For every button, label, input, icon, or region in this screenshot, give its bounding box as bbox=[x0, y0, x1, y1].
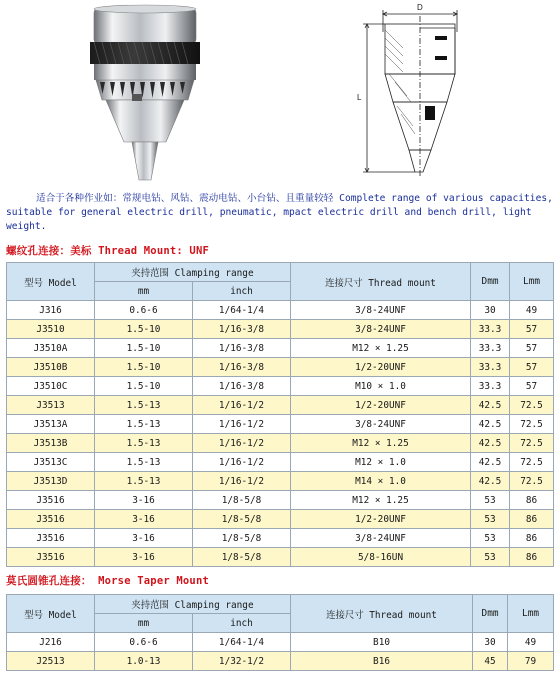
cell-inch: 1/16-1/2 bbox=[193, 415, 291, 434]
cell-model: J3510C bbox=[7, 377, 95, 396]
header-inch: inch bbox=[193, 614, 291, 633]
cell-mm: 1.5-13 bbox=[95, 396, 193, 415]
cell-mm: 1.0-13 bbox=[95, 652, 193, 671]
table-row bbox=[7, 491, 554, 510]
thread-mount-table bbox=[6, 262, 554, 567]
cell-dmm: 42.5 bbox=[471, 434, 510, 453]
table-row bbox=[7, 320, 554, 339]
cell-mm: 1.5-10 bbox=[95, 339, 193, 358]
cell-inch: 1/16-3/8 bbox=[193, 358, 291, 377]
header-dmm: Dmm bbox=[473, 595, 508, 633]
cell-model: J3516 bbox=[7, 491, 95, 510]
cell-dmm: 33.3 bbox=[471, 377, 510, 396]
header-mount: 连接尺寸 Thread mount bbox=[291, 595, 473, 633]
table-row bbox=[7, 472, 554, 491]
cell-mm: 0.6-6 bbox=[95, 301, 193, 320]
header-lmm: Lmm bbox=[508, 595, 554, 633]
cell-mount: 3/8-24UNF bbox=[291, 529, 471, 548]
cell-mount: 3/8-24UNF bbox=[291, 301, 471, 320]
cell-model: J2513 bbox=[7, 652, 95, 671]
cell-dmm: 42.5 bbox=[471, 453, 510, 472]
cell-mm: 1.5-13 bbox=[95, 434, 193, 453]
cell-inch: 1/16-1/2 bbox=[193, 472, 291, 491]
table-row bbox=[7, 396, 554, 415]
cell-model: J3516 bbox=[7, 548, 95, 567]
cell-mount: M10 × 1.0 bbox=[291, 377, 471, 396]
cell-inch: 1/8-5/8 bbox=[193, 548, 291, 567]
taper-mount-title: 莫氏圆锥孔连接： Morse Taper Mount bbox=[6, 575, 209, 587]
cell-model: J216 bbox=[7, 633, 95, 652]
cell-mount: 1/2-20UNF bbox=[291, 358, 471, 377]
cell-mount: M12 × 1.25 bbox=[291, 491, 471, 510]
cell-mm: 1.5-10 bbox=[95, 320, 193, 339]
table-row bbox=[7, 434, 554, 453]
cell-lmm: 86 bbox=[510, 529, 554, 548]
cell-inch: 1/64-1/4 bbox=[193, 633, 291, 652]
cell-lmm: 49 bbox=[510, 301, 554, 320]
cell-mount: 5/8-16UN bbox=[291, 548, 471, 567]
taper-table-body bbox=[7, 633, 554, 671]
cell-model: J3513D bbox=[7, 472, 95, 491]
cell-model: J3510A bbox=[7, 339, 95, 358]
product-hero bbox=[0, 0, 557, 190]
cell-lmm: 72.5 bbox=[510, 472, 554, 491]
cell-model: J3513B bbox=[7, 434, 95, 453]
cell-inch: 1/16-3/8 bbox=[193, 339, 291, 358]
table-row bbox=[7, 301, 554, 320]
description-text: 适合于各种作业如：常规电钻、风钻、震动电钻、小台钻、且重量较轻 Complete range of various capacities, suitable for general electric drill, pneumatic, mpact electric drill and bench drill, light weight. bbox=[6, 193, 553, 232]
cell-dmm: 33.3 bbox=[471, 320, 510, 339]
header-mount: 连接尺寸 Thread mount bbox=[291, 263, 471, 301]
product-description bbox=[6, 192, 554, 234]
cell-mount: 1/2-20UNF bbox=[291, 396, 471, 415]
cell-lmm: 72.5 bbox=[510, 396, 554, 415]
cell-model: J3513C bbox=[7, 453, 95, 472]
table-row bbox=[7, 415, 554, 434]
cell-inch: 1/16-3/8 bbox=[193, 320, 291, 339]
cell-inch: 1/8-5/8 bbox=[193, 510, 291, 529]
cell-mount: M12 × 1.25 bbox=[291, 434, 471, 453]
cell-dmm: 42.5 bbox=[471, 472, 510, 491]
header-model: 型号 Model bbox=[7, 263, 95, 301]
cell-dmm: 33.3 bbox=[471, 358, 510, 377]
table-row bbox=[7, 377, 554, 396]
table-row bbox=[7, 339, 554, 358]
header-mm: mm bbox=[95, 614, 193, 633]
cell-inch: 1/64-1/4 bbox=[193, 301, 291, 320]
cell-model: J3513A bbox=[7, 415, 95, 434]
cell-model: J3510 bbox=[7, 320, 95, 339]
table-row bbox=[7, 510, 554, 529]
cell-lmm: 49 bbox=[508, 633, 554, 652]
cell-mount: 3/8-24UNF bbox=[291, 415, 471, 434]
dimension-d-label: D bbox=[417, 3, 423, 12]
cell-inch: 1/16-1/2 bbox=[193, 396, 291, 415]
cell-lmm: 86 bbox=[510, 510, 554, 529]
thread-mount-title: 螺纹孔连接：美标 Thread Mount: UNF bbox=[6, 245, 209, 257]
dimension-l-label: L bbox=[357, 93, 362, 102]
cell-mount: B10 bbox=[291, 633, 473, 652]
cell-dmm: 53 bbox=[471, 491, 510, 510]
cell-model: J3516 bbox=[7, 510, 95, 529]
taper-mount-table bbox=[6, 594, 554, 671]
cell-mm: 3-16 bbox=[95, 529, 193, 548]
cell-lmm: 72.5 bbox=[510, 434, 554, 453]
cell-inch: 1/16-1/2 bbox=[193, 434, 291, 453]
table-row bbox=[7, 358, 554, 377]
cell-mm: 1.5-10 bbox=[95, 358, 193, 377]
header-dmm: Dmm bbox=[471, 263, 510, 301]
cell-lmm: 57 bbox=[510, 358, 554, 377]
table-row bbox=[7, 529, 554, 548]
cell-mm: 3-16 bbox=[95, 491, 193, 510]
thread-table-body bbox=[7, 301, 554, 567]
cell-dmm: 33.3 bbox=[471, 339, 510, 358]
cell-inch: 1/32-1/2 bbox=[193, 652, 291, 671]
cell-mount: M14 × 1.0 bbox=[291, 472, 471, 491]
table-row bbox=[7, 453, 554, 472]
cell-mount: 1/2-20UNF bbox=[291, 510, 471, 529]
cell-model: J3516 bbox=[7, 529, 95, 548]
table-row bbox=[7, 652, 554, 671]
cell-lmm: 57 bbox=[510, 320, 554, 339]
cell-inch: 1/8-5/8 bbox=[193, 491, 291, 510]
cell-dmm: 42.5 bbox=[471, 415, 510, 434]
cell-dmm: 53 bbox=[471, 510, 510, 529]
header-inch: inch bbox=[193, 282, 291, 301]
cell-dmm: 30 bbox=[473, 633, 508, 652]
header-mm: mm bbox=[95, 282, 193, 301]
cell-dmm: 53 bbox=[471, 548, 510, 567]
cell-dmm: 30 bbox=[471, 301, 510, 320]
header-model: 型号 Model bbox=[7, 595, 95, 633]
cell-lmm: 57 bbox=[510, 339, 554, 358]
table-row bbox=[7, 548, 554, 567]
header-clamping: 夹持范围 Clamping range bbox=[95, 263, 291, 282]
cell-mm: 3-16 bbox=[95, 548, 193, 567]
cell-model: J3513 bbox=[7, 396, 95, 415]
cell-inch: 1/8-5/8 bbox=[193, 529, 291, 548]
cell-lmm: 86 bbox=[510, 548, 554, 567]
cell-inch: 1/16-3/8 bbox=[193, 377, 291, 396]
cell-lmm: 57 bbox=[510, 377, 554, 396]
cell-mm: 1.5-13 bbox=[95, 472, 193, 491]
cell-model: J316 bbox=[7, 301, 95, 320]
cell-model: J3510B bbox=[7, 358, 95, 377]
cell-lmm: 86 bbox=[510, 491, 554, 510]
cell-mount: B16 bbox=[291, 652, 473, 671]
cell-mm: 0.6-6 bbox=[95, 633, 193, 652]
cell-inch: 1/16-1/2 bbox=[193, 453, 291, 472]
cell-mount: 3/8-24UNF bbox=[291, 320, 471, 339]
dimension-drawing bbox=[345, 2, 475, 187]
table-row bbox=[7, 633, 554, 652]
cell-mm: 1.5-13 bbox=[95, 453, 193, 472]
header-lmm: Lmm bbox=[510, 263, 554, 301]
header-clamping: 夹持范围 Clamping range bbox=[95, 595, 291, 614]
drill-chuck-photo bbox=[80, 2, 210, 187]
cell-dmm: 42.5 bbox=[471, 396, 510, 415]
cell-dmm: 45 bbox=[473, 652, 508, 671]
cell-mm: 3-16 bbox=[95, 510, 193, 529]
cell-dmm: 53 bbox=[471, 529, 510, 548]
cell-lmm: 72.5 bbox=[510, 415, 554, 434]
cell-lmm: 72.5 bbox=[510, 453, 554, 472]
cell-mount: M12 × 1.0 bbox=[291, 453, 471, 472]
cell-lmm: 79 bbox=[508, 652, 554, 671]
cell-mount: M12 × 1.25 bbox=[291, 339, 471, 358]
cell-mm: 1.5-13 bbox=[95, 415, 193, 434]
cell-mm: 1.5-10 bbox=[95, 377, 193, 396]
